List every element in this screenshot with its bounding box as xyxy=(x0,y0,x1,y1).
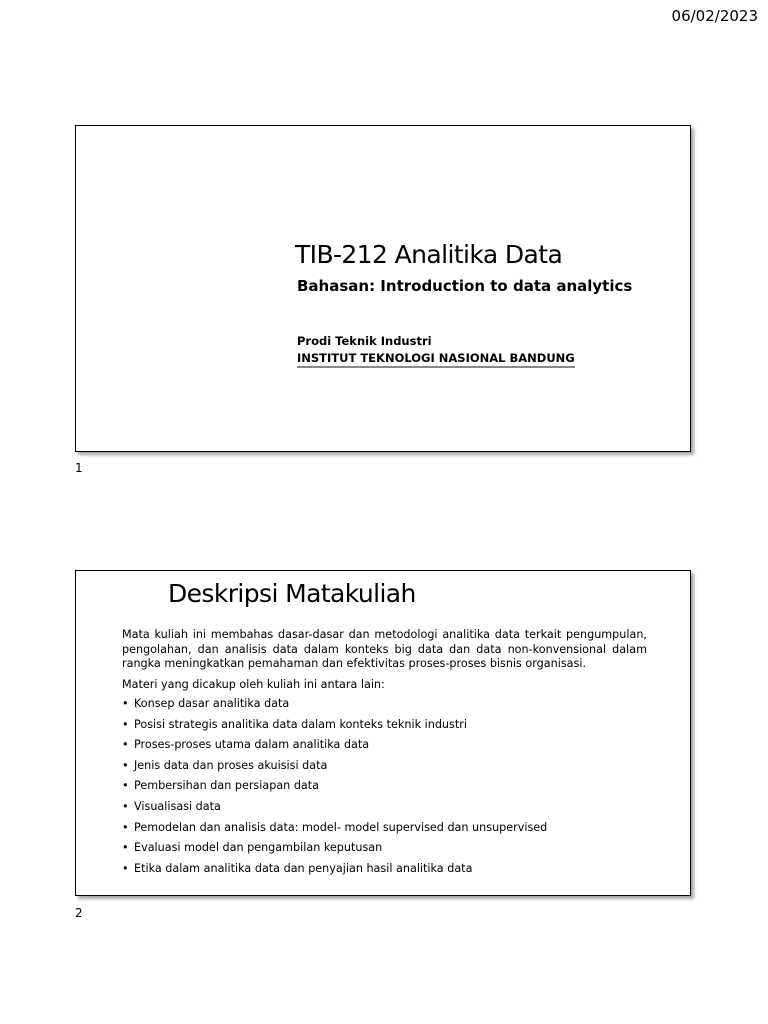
bullet-icon: • xyxy=(122,738,129,752)
slide-course-description xyxy=(75,570,691,896)
list-item-text: Visualisasi data xyxy=(134,799,221,813)
list-item xyxy=(122,697,547,718)
bullet-icon: • xyxy=(122,841,129,855)
list-item xyxy=(122,800,547,821)
course-subtitle: Bahasan: Introduction to data analytics xyxy=(297,277,633,295)
list-item-text: Jenis data dan proses akuisisi data xyxy=(134,758,328,772)
list-item xyxy=(122,779,547,800)
list-item-text: Posisi strategis analitika data dalam konteks teknik industri xyxy=(134,717,467,731)
bullet-icon: • xyxy=(122,820,129,834)
program-name: Prodi Teknik Industri xyxy=(297,334,432,348)
slide-title xyxy=(75,125,691,452)
topics-intro: Materi yang dicakup oleh kuliah ini antara lain: xyxy=(122,678,385,691)
list-item xyxy=(122,738,547,759)
list-item xyxy=(122,841,547,862)
slide-number-2: 2 xyxy=(75,906,83,920)
list-item-text: Konsep dasar analitika data xyxy=(134,697,290,710)
list-item xyxy=(122,759,547,780)
bullet-icon: • xyxy=(122,697,129,710)
slide-heading: Deskripsi Matakuliah xyxy=(168,579,416,608)
list-item-text: Proses-proses utama dalam analitika data xyxy=(134,738,370,752)
list-item xyxy=(122,718,547,739)
list-item-text: Pembersihan dan persiapan data xyxy=(134,779,320,793)
slide-number-1: 1 xyxy=(75,461,83,475)
bullet-icon: • xyxy=(122,779,129,793)
bullet-icon: • xyxy=(122,717,129,731)
list-item-text: Etika dalam analitika data dan penyajian hasil analitika data xyxy=(134,861,473,875)
institution-name: INSTITUT TEKNOLOGI NASIONAL BANDUNG xyxy=(297,351,575,368)
print-date: 06/02/2023 xyxy=(671,7,758,25)
list-item xyxy=(122,821,547,842)
list-item xyxy=(122,862,547,883)
bullet-icon: • xyxy=(122,799,129,813)
topic-list xyxy=(122,697,547,882)
course-title: TIB-212 Analitika Data xyxy=(295,240,563,269)
course-description: Mata kuliah ini membahas dasar-dasar dan metodologi analitika data terkait pengumpulan, pengolahan, dan analisis data dalam konteks big data dan data non-konvensional dalam rangka meningkatkan pemahaman dan efektivitas proses-proses bisnis organisasi. xyxy=(122,628,647,670)
list-item-text: Pemodelan dan analisis data: model- model supervised dan unsupervised xyxy=(134,820,548,834)
bullet-icon: • xyxy=(122,758,129,772)
list-item-text: Evaluasi model dan pengambilan keputusan xyxy=(134,841,383,855)
bullet-icon: • xyxy=(122,861,129,875)
